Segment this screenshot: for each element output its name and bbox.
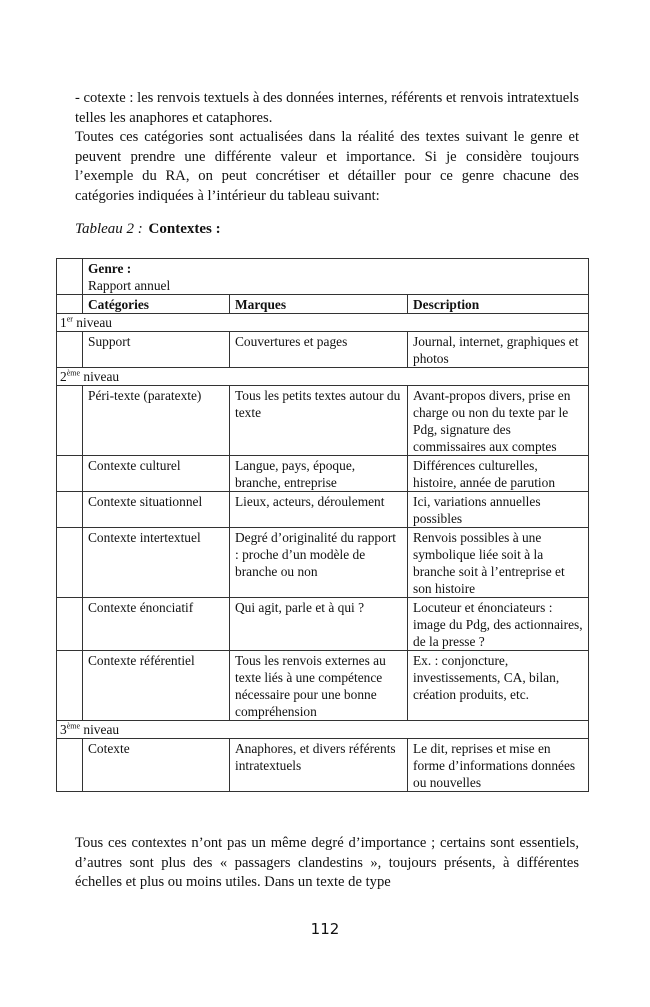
genre-margin-cell (57, 259, 83, 295)
level-number: 2 (60, 369, 67, 384)
level-heading (57, 314, 589, 332)
level-ordinal: ème (66, 721, 81, 731)
marques-cell: Lieux, acteurs, déroulement (230, 492, 408, 528)
row-margin-cell (57, 528, 83, 598)
caption-title: Contextes : (148, 221, 221, 237)
header-margin-cell (57, 295, 83, 314)
table-row (57, 492, 589, 528)
level-number: 1 (60, 315, 67, 330)
marques-cell: Langue, pays, époque, branche, entreprise (230, 456, 408, 492)
level-row (57, 314, 589, 332)
marques-cell: Qui agit, parle et à qui ? (230, 598, 408, 651)
level-word: niveau (76, 315, 112, 330)
genre-value: Rapport annuel (88, 278, 171, 293)
genre-row (57, 259, 589, 295)
intro-line-cotexte: - cotexte : les renvois textuels à des données internes, référents et renvois intratextuels telles les anaphores et cataphores. (75, 90, 579, 126)
marques-cell: Anaphores, et divers référents intratextuels (230, 739, 408, 792)
table-caption (75, 221, 221, 238)
table-row (57, 739, 589, 792)
header-categories: Catégories (83, 295, 230, 314)
marques-cell: Tous les petits textes autour du texte (230, 386, 408, 456)
category-cell: Contexte référentiel (83, 651, 230, 721)
marques-cell: Couvertures et pages (230, 332, 408, 368)
row-margin-cell (57, 651, 83, 721)
header-description: Description (408, 295, 589, 314)
category-cell: Contexte culturel (83, 456, 230, 492)
genre-cell (83, 259, 589, 295)
caption-label: Tableau 2 : (75, 221, 143, 237)
table-row (57, 332, 589, 368)
category-cell: Contexte situationnel (83, 492, 230, 528)
level-heading (57, 368, 589, 386)
table-row (57, 528, 589, 598)
level-word: niveau (83, 722, 120, 737)
description-cell: Journal, internet, graphiques et photos (408, 332, 589, 368)
category-cell: Contexte intertextuel (83, 528, 230, 598)
intro-paragraph (75, 89, 579, 206)
level-word: niveau (83, 369, 120, 384)
level-number: 3 (60, 722, 67, 737)
page-number: 112 (310, 920, 340, 938)
category-cell: Support (83, 332, 230, 368)
genre-label: Genre : (88, 261, 132, 276)
marques-cell: Degré d’originalité du rapport : proche d’un modèle de branche ou non (230, 528, 408, 598)
level-heading (57, 721, 589, 739)
category-cell: Péri-texte (paratexte) (83, 386, 230, 456)
table-row (57, 456, 589, 492)
header-row (57, 295, 589, 314)
row-margin-cell (57, 739, 83, 792)
intro-line-categories: Toutes ces catégories sont actualisées dans la réalité des textes suivant le genre et peuvent prendre une différente valeur et importance. Si je considère toujours l’exemple du RA, on peut concrétiser et détailler pour ce genre chacune des catégories indiquées à l’intérieur du tableau suivant: (75, 129, 579, 204)
description-cell: Avant-propos divers, prise en charge ou non du texte par le Pdg, signature des commissaires aux comptes (408, 386, 589, 456)
marques-cell: Tous les renvois externes au texte liés à une compétence nécessaire pour une bonne compréhension (230, 651, 408, 721)
description-cell: Ici, variations annuelles possibles (408, 492, 589, 528)
row-margin-cell (57, 332, 83, 368)
header-marques: Marques (230, 295, 408, 314)
description-cell: Locuteur et énonciateurs : image du Pdg, des actionnaires, de la presse ? (408, 598, 589, 651)
table-row (57, 386, 589, 456)
row-margin-cell (57, 456, 83, 492)
level-ordinal: ème (66, 368, 81, 378)
description-cell: Renvois possibles à une symbolique liée soit à la branche soit à l’entreprise et son histoire (408, 528, 589, 598)
table-row (57, 651, 589, 721)
row-margin-cell (57, 386, 83, 456)
description-cell: Le dit, reprises et mise en forme d’informations données ou nouvelles (408, 739, 589, 792)
level-row (57, 368, 589, 386)
level-row (57, 721, 589, 739)
row-margin-cell (57, 492, 83, 528)
description-cell: Différences culturelles, histoire, année de parution (408, 456, 589, 492)
table-row (57, 598, 589, 651)
category-cell: Contexte énonciatif (83, 598, 230, 651)
category-cell: Cotexte (83, 739, 230, 792)
level-ordinal: er (66, 314, 73, 324)
row-margin-cell (57, 598, 83, 651)
description-cell: Ex. : conjoncture, investissements, CA, bilan, création produits, etc. (408, 651, 589, 721)
contexts-table (56, 258, 589, 792)
outro-paragraph: Tous ces contextes n’ont pas un même degré d’importance ; certains sont essentiels, d’autres sont plus des « passagers clandestins », toujours présents, à différentes échelles et plus ou moins utiles. Dans un texte de type (75, 835, 579, 890)
